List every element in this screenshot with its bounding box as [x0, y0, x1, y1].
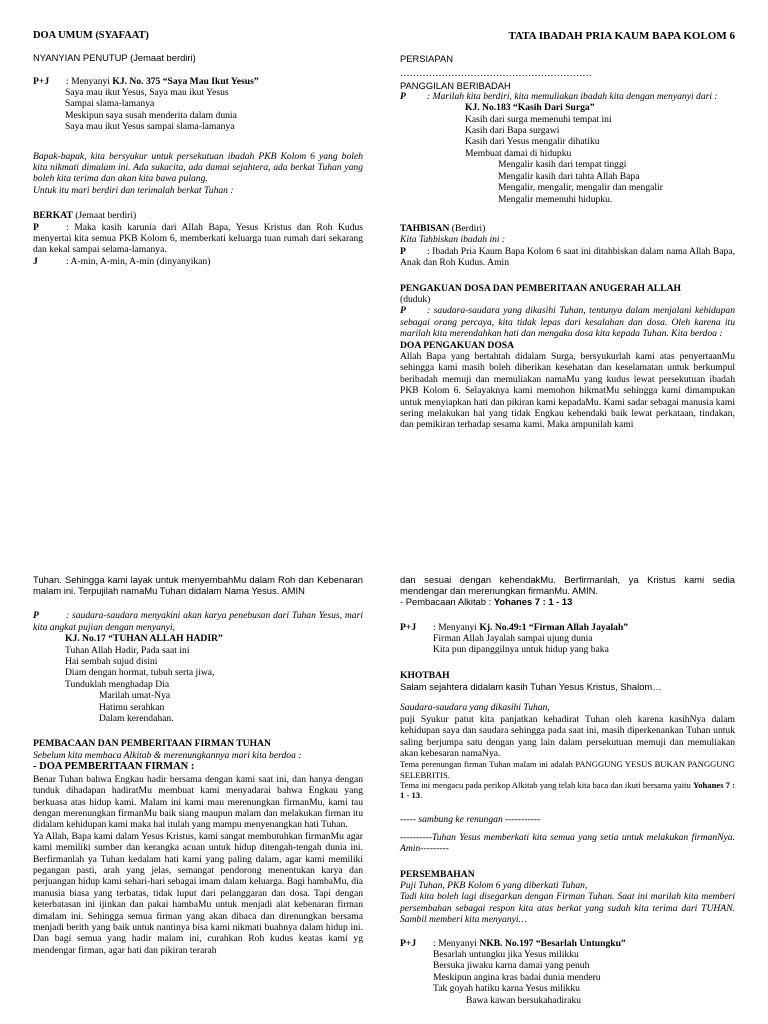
pj-label: P+J — [400, 937, 417, 949]
lyric-line: Diam dengan hormat, tubuh serta jiwa, — [65, 667, 215, 679]
khotbah-heading: KHOTBAH — [400, 669, 450, 681]
p-label: P — [33, 221, 39, 233]
doa-pemberitaan-heading: - DOA PEMBERITAAN FIRMAN : — [33, 761, 195, 773]
lyric-line: Sampai slama-lamanya — [65, 98, 155, 110]
lyric-line: Kita pun dipanggilnya untuk hidup yang baka — [433, 644, 609, 656]
p-label: P — [400, 245, 406, 257]
duduk-note: (duduk) — [400, 293, 431, 305]
lyric-line: Dalam kerendahan. — [99, 713, 174, 725]
lyric-line: Hatimu serahkan — [99, 701, 165, 713]
lyric-line: Besarlah untungku jika Yesus milikku — [433, 948, 579, 960]
lyric-line: Mengalir, mengalir, mengalir dan mengalir — [498, 182, 663, 194]
amin-text: : A-min, A-min, A-min (dinyanyikan) — [66, 255, 211, 267]
lyric-line: Mengalir memenuhi hidupku. — [498, 193, 613, 205]
sambung-line: ----- sambung ke renungan ----------- — [400, 814, 541, 826]
lyric-line: Meskipun angina kras badai dunia menderu — [433, 971, 601, 983]
amin-line — [33, 256, 363, 267]
tema-reference: Yohanes 7 : 1 - 13 — [400, 779, 735, 801]
pembacaan-alkitab-line — [400, 596, 735, 607]
panggilan-body: : Marilah kita berdiri, kita memuliakan ibadah kita dengan menyanyi dari : — [427, 90, 718, 102]
song-title-49: Kj. No.49:1 “Firman Allah Jayalah” — [479, 621, 629, 633]
song-title-197: NKB. No.197 “Besarlah Untungku” — [479, 937, 626, 949]
right-column-bottom — [400, 574, 735, 1006]
pj-song-line — [33, 76, 363, 87]
lyric-line: Hai sembah sujud disini — [65, 656, 158, 667]
lyric-line: Tuhan Allah Hadir, Pada saat ini — [65, 644, 190, 656]
p-label: P — [400, 90, 406, 102]
lyric-line: Membuat damai di hidupku — [465, 147, 572, 159]
persembahan-text: Tadi kita boleh lagi disegarkan dengan Firman Tuhan. Saat ini marilah kita memberi persembahan sebagai respon kita atas berkat yang sudah kita terima dari TUHAN. Sambil memberi kita menyanyi… — [400, 891, 735, 926]
song-title-375: KJ. No. 375 “Saya Mau Ikut Yesus” — [112, 75, 259, 87]
lyric-line: Firman Allah Jayalah sampai ujung dunia — [433, 632, 593, 644]
lyric-line: Tak goyah hatiku karna Yesus milikku — [433, 983, 580, 995]
doa-pengakuan-heading: DOA PENGAKUAN DOSA — [400, 339, 515, 351]
p-label: P — [400, 305, 406, 317]
lyric-line: Tunduklah menghadap Dia — [65, 678, 170, 690]
pembacaan-prefix: - Pembacaan Alkitab : — [400, 596, 494, 608]
persembahan-heading: PERSEMBAHAN — [400, 868, 475, 880]
tahbisan-heading — [400, 223, 735, 234]
dotted-line: …………………………………………………… — [400, 68, 592, 80]
pengakuan-text — [400, 305, 735, 339]
pj-prefix: : Menyanyi — [433, 937, 480, 949]
bapak-paragraph: Bapak-bapak, kita bersyukur untuk persekutuan ibadah PKB Kolom 6 yang boleh kita nikmati dimalam ini. Ada sukacita, ada damai sejahtera, ada berkat Tuhan yang boleh kita terima dan akan kita bawa pulang. — [33, 150, 363, 185]
doa-pemberitaan-text-2: Ya Allah, Bapa kami dalam Yesus Kristus, kami sangat membutuhkan firmanMu agar kami memiliki sumber dan kerangka acuan untuk hidup ditengah-tengah dunia ini. Berfirmanlah ya Tuhan kedalam hati kami yang paling dalam, agar kami memiliki pegangan pasti, arah yang jelas, semangat pendorong menentukan karya dan perjuangan hidup kami sehari-hari sebagai imam dalam keluarga. Bagi hambaMu, dia manusia biasa yang terbatas, tidak luput dari pelanggaran dan dosa. Tapi dengan keterbatasan ini ijinkan dan pakai hambaMu untuk menjadi alat kebenaran firman dimalam ini. Sehingga semua firman yang akan dibaca dan direnungkan bersama menjadi berith yang baik untuk nantinya bisa kami nikmati buahnya dalam hidup ini. Dan bagi semua yang hadir malam ini, curahkan Roh kudus keatas kami yg mendengar firman, agar hati dan pikiran terarah — [33, 830, 363, 956]
berkat-body: : Maka kasih karunia dari Allah Bapa, Yesus Kristus dan Roh Kudus menyertai kita semua PKB Kolom 6, memberkati keluarga tuan rumah dari sekarang dan kekal sampai selama-lamanya. — [33, 221, 363, 256]
lyric-line: Bersuka jiwaku karna damai yang penuh — [433, 960, 590, 972]
tuhan-continuation: Tuhan. Sehingga kami layak untuk menyembahMu dalam Roh dan Kebenaran malam ini. Terpujilah namaMu Tuhan didalam Nama Yesus. AMIN — [33, 574, 363, 597]
lyric-line: Saya mau ikut Yesus sampai slama-lamanya — [65, 121, 235, 133]
berkat-title: BERKAT — [33, 210, 73, 222]
pj-song-line — [400, 622, 735, 633]
lyric-line: Saya mau ikut Yesus, Saya mau ikut Yesus — [65, 86, 229, 98]
pj-prefix: : Menyanyi — [433, 621, 480, 633]
song-title-183: KJ. No.183 “Kasih Dari Surga” — [465, 102, 595, 114]
berkat-note: (Jemaat berdiri) — [72, 210, 137, 222]
penutup-line: ----------Tuhan Yesus memberkati kita semua yang setia untuk melakukan firmanNya. Amin--------- — [400, 831, 735, 855]
berkat-text — [33, 222, 363, 256]
p-saudara-text — [33, 610, 363, 633]
doa-continuation: dan sesuai dengan kehendakMu. Berfirmanlah, ya Kristus kami sedia mendengar dan merenungkan firmanMu. AMIN. — [400, 574, 735, 597]
panggilan-text — [400, 91, 735, 102]
pj-song-line-2 — [400, 938, 735, 949]
lyric-line: Bawa kawan bersukahadiraku — [466, 994, 582, 1006]
doa-pemberitaan-text-1: Benar Tuhan bahwa Engkau hadir bersama dengan kami saat ini, dan hanya dengan tunduk dihadapan hadiratMu membuat kami menyadarai bahwa Engkau yang berkuasa atas hidup kami. Malam ini kami mau merenungkan firmanMu, kami tau dengan merenungkan firmanMu baik siang maupun malam dan melakukan firman itu didalam kehidupan kami maka hal itulah yang mampu menyenangkan hati Tuhan. — [33, 773, 363, 831]
berkat-heading — [33, 210, 363, 221]
song-title-17: KJ. No.17 “TUHAN ALLAH HADIR” — [65, 633, 223, 645]
pembacaan-reference: Yohanes 7 : 1 - 13 — [493, 596, 573, 608]
tahbisan-sub: Kita Tahbiskan ibadah ini : — [400, 234, 506, 246]
pengakuan-body: : saudara-saudara yang dikasihi Tuhan, tentunya dalam menjalani kehidupan sebagai orang percaya, kita tidak lepas dari kesalahan dan dosa. Oleh karena itu marilah kita merendahkan hati dan mengaku dosa kita kepada Tuhan. Kita berdoa : — [400, 305, 735, 340]
tema-prefix: Tema ini mengacu pada perikop Alkitab yang telah kita baca dan ikuti bersama yaitu — [400, 779, 693, 790]
tahbisan-title: TAHBISAN — [400, 222, 450, 234]
doa-umum-title: DOA UMUM (SYAFAAT) — [33, 30, 149, 41]
pembacaan-heading: PEMBACAAN DAN PEMBERITAAN FIRMAN TUHAN — [33, 738, 271, 750]
page-break-gap — [0, 553, 768, 567]
p-saudara-body: : saudara-saudara menyakini akan karya penebusan dari Tuhan Yesus, mari kita angkat pujian dengan menyanyi, — [33, 610, 363, 633]
khotbah-salam: Salam sejahtera didalam kasih Tuhan Yesus Kristus, Shalom… — [400, 681, 662, 693]
pengakuan-heading: PENGAKUAN DOSA DAN PEMBERITAAN ANUGERAH ALLAH — [400, 282, 681, 294]
lyric-line: Kasih dari Yesus mengalir dihatiku — [465, 136, 600, 148]
pj-label: P+J — [400, 621, 417, 633]
tahbisan-text — [400, 246, 735, 269]
pembacaan-sub: Sebelum kita membaca Alkitab & merenungkannya mari kita berdoa : — [33, 749, 302, 761]
pj-prefix: : Menyanyi — [66, 75, 113, 87]
lyric-line: Meskipun saya susah menderita dalam dunia — [65, 109, 237, 121]
lyric-line: Kasih dari Bapa surgawi — [465, 125, 560, 137]
tahbisan-body: : Ibadah Pria Kaum Bapa Kolom 6 saat ini ditahbiskan dalam nama Allah Bapa, Anak dan Roh Kudus. Amin — [400, 245, 735, 269]
lyric-line: Kasih dari surga memenuhi tempat ini — [465, 113, 612, 125]
lyric-line: Mengalir kasih dari tahta Allah Bapa — [498, 170, 640, 182]
panggilan-heading: PANGGILAN BERIBADAH — [400, 79, 511, 91]
pj-label: P+J — [33, 75, 50, 87]
j-label: J — [33, 255, 38, 267]
lyric-line: Mengalir kasih dari tempat tinggi — [498, 159, 627, 171]
khotbah-tema-ref — [400, 780, 735, 800]
khotbah-puji: puji Syukur patut kita panjatkan kehadirat Tuhan oleh karena kasihNya dalam kehidupan saya dan saudara sehingga pada saat ini, masih diperkenankan Tuhan untuk saling berjumpa satu dengan yang lain dalam persekutuan memuji dan memuliakan akan kebesaran namaNya. — [400, 713, 735, 759]
khotbah-saudara: Saudara-saudara yang dikasihi Tuhan, — [400, 702, 550, 714]
left-column-bottom — [33, 574, 363, 956]
left-column-top — [33, 30, 363, 267]
persiapan-heading: PERSIAPAN — [400, 53, 453, 65]
persembahan-line1: Puji Tuhan, PKB Kolom 6 yang diberkati Tuhan, — [400, 879, 588, 891]
tahbisan-note: (Berdiri) — [449, 222, 486, 234]
tata-ibadah-title: TATA IBADAH PRIA KAUM BAPA KOLOM 6 — [508, 30, 735, 42]
p-label: P — [33, 610, 39, 622]
lyric-line: Marilah umat-Nya — [99, 690, 171, 702]
nyanyian-penutup-heading: NYANYIAN PENUTUP (Jemaat berdiri) — [33, 52, 196, 64]
untuk-berdiri-line: Untuk itu mari berdiri dan terimalah berkat Tuhan : — [33, 184, 234, 196]
doa-pengakuan-text: Allah Bapa yang bertahtah didalam Surga, bersyukurlah kami atas penyertaanMu sehingga kami masih boleh diberikan kesehatan dan keselamatan untuk berkumpul beribadah memuji dan memuliakan namaMu yang kudus lewat persekutuan ibadah PKB Kolom 6. Selayaknya kami memohon hikmatMu sehingga kami dimampukan untuk menyiapkan hati dan pikiran kami kepadaMu. Kami sadar sebagai manusia kami sering melakukan hal yang tidak Engkau kehendaki baik lewat perkataan, tindakan, dan pemikiran terhadap sesama kami. Maka ampunilah kami — [400, 350, 735, 431]
khotbah-tema: Tema perenungan firman Tuhan malam ini adalah PANGGUNG YESUS BUKAN PANGGUNG SELEBRITIS. — [400, 759, 735, 780]
tema-suffix: . — [420, 790, 423, 801]
right-column-top — [400, 30, 735, 431]
